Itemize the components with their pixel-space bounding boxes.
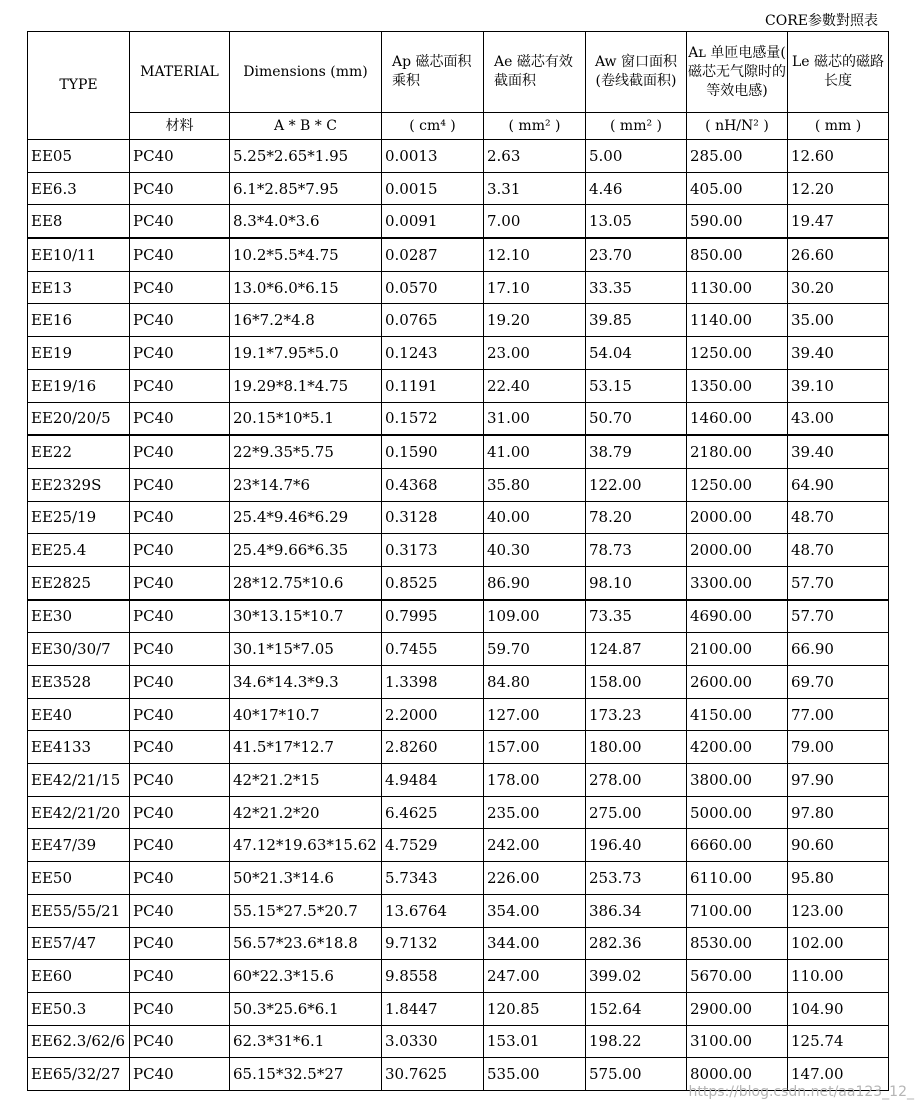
header-aw-unit: ( mm² )	[586, 113, 687, 140]
cell-al: 3300.00	[687, 566, 788, 599]
cell-le: 104.90	[788, 992, 889, 1025]
cell-dimensions: 23*14.7*6	[230, 468, 382, 501]
cell-ae: 40.00	[484, 501, 586, 534]
cell-le: 97.90	[788, 764, 889, 797]
cell-al: 3800.00	[687, 764, 788, 797]
cell-dimensions: 5.25*2.65*1.95	[230, 140, 382, 173]
cell-type: EE65/32/27	[28, 1058, 130, 1091]
cell-aw: 78.20	[586, 501, 687, 534]
cell-material: PC40	[130, 992, 230, 1025]
cell-le: 26.60	[788, 238, 889, 271]
cell-ap: 9.7132	[382, 927, 484, 960]
cell-al: 6660.00	[687, 829, 788, 862]
cell-dimensions: 41.5*17*12.7	[230, 731, 382, 764]
cell-type: EE13	[28, 271, 130, 304]
cell-ap: 0.8525	[382, 566, 484, 599]
cell-le: 12.60	[788, 140, 889, 173]
cell-aw: 98.10	[586, 566, 687, 599]
cell-al: 2900.00	[687, 992, 788, 1025]
header-dimensions: Dimensions (mm)	[230, 32, 382, 113]
cell-ap: 0.3173	[382, 534, 484, 567]
cell-type: EE2825	[28, 566, 130, 599]
table-row	[28, 369, 889, 402]
cell-material: PC40	[130, 172, 230, 205]
cell-aw: 78.73	[586, 534, 687, 567]
cell-type: EE50.3	[28, 992, 130, 1025]
table-row	[28, 960, 889, 993]
cell-material: PC40	[130, 140, 230, 173]
cell-material: PC40	[130, 238, 230, 271]
cell-type: EE25.4	[28, 534, 130, 567]
cell-material: PC40	[130, 600, 230, 633]
cell-aw: 152.64	[586, 992, 687, 1025]
table-row	[28, 534, 889, 567]
cell-material: PC40	[130, 764, 230, 797]
cell-al: 1250.00	[687, 468, 788, 501]
cell-ap: 0.0015	[382, 172, 484, 205]
cell-ae: 178.00	[484, 764, 586, 797]
cell-ap: 0.1191	[382, 369, 484, 402]
cell-ap: 0.1590	[382, 435, 484, 468]
cell-le: 19.47	[788, 205, 889, 238]
cell-al: 5670.00	[687, 960, 788, 993]
cell-type: EE05	[28, 140, 130, 173]
cell-ap: 9.8558	[382, 960, 484, 993]
cell-dimensions: 42*21.2*20	[230, 796, 382, 829]
cell-le: 43.00	[788, 402, 889, 435]
cell-type: EE57/47	[28, 927, 130, 960]
cell-material: PC40	[130, 337, 230, 370]
cell-ap: 4.9484	[382, 764, 484, 797]
cell-le: 97.80	[788, 796, 889, 829]
cell-le: 110.00	[788, 960, 889, 993]
cell-le: 95.80	[788, 862, 889, 895]
cell-ae: 23.00	[484, 337, 586, 370]
table-row	[28, 862, 889, 895]
cell-type: EE62.3/62/6	[28, 1025, 130, 1058]
cell-type: EE10/11	[28, 238, 130, 271]
cell-ap: 6.4625	[382, 796, 484, 829]
cell-al: 1140.00	[687, 304, 788, 337]
cell-al: 1460.00	[687, 402, 788, 435]
table-row	[28, 764, 889, 797]
cell-al: 8530.00	[687, 927, 788, 960]
cell-type: EE47/39	[28, 829, 130, 862]
table-row	[28, 731, 889, 764]
cell-le: 39.10	[788, 369, 889, 402]
cell-material: PC40	[130, 796, 230, 829]
cell-type: EE6.3	[28, 172, 130, 205]
header-aw: Aw 窗口面积(卷线截面积)	[586, 32, 687, 113]
table-row	[28, 304, 889, 337]
header-ap: Ap 磁芯面积乘积	[382, 32, 484, 113]
cell-dimensions: 56.57*23.6*18.8	[230, 927, 382, 960]
cell-ae: 226.00	[484, 862, 586, 895]
cell-le: 147.00	[788, 1058, 889, 1091]
cell-aw: 124.87	[586, 633, 687, 666]
cell-dimensions: 30.1*15*7.05	[230, 633, 382, 666]
cell-al: 8000.00	[687, 1058, 788, 1091]
cell-ae: 86.90	[484, 566, 586, 599]
cell-le: 12.20	[788, 172, 889, 205]
cell-ap: 5.7343	[382, 862, 484, 895]
table-row	[28, 600, 889, 633]
cell-aw: 173.23	[586, 698, 687, 731]
cell-al: 6110.00	[687, 862, 788, 895]
cell-ap: 1.3398	[382, 666, 484, 699]
cell-ae: 7.00	[484, 205, 586, 238]
cell-le: 77.00	[788, 698, 889, 731]
cell-aw: 278.00	[586, 764, 687, 797]
watermark: https://blog.csdn.net/aa123_12_	[688, 1084, 914, 1100]
cell-ae: 235.00	[484, 796, 586, 829]
cell-ap: 0.1572	[382, 402, 484, 435]
cell-type: EE42/21/15	[28, 764, 130, 797]
cell-al: 405.00	[687, 172, 788, 205]
cell-material: PC40	[130, 468, 230, 501]
header-ae: Ae 磁芯有效截面积	[484, 32, 586, 113]
header-le: Le 磁芯的磁路长度	[788, 32, 889, 113]
cell-ae: 19.20	[484, 304, 586, 337]
table-row	[28, 435, 889, 468]
cell-aw: 4.46	[586, 172, 687, 205]
table-row	[28, 172, 889, 205]
cell-al: 1130.00	[687, 271, 788, 304]
cell-dimensions: 40*17*10.7	[230, 698, 382, 731]
table-row	[28, 666, 889, 699]
cell-ae: 242.00	[484, 829, 586, 862]
cell-al: 4150.00	[687, 698, 788, 731]
cell-material: PC40	[130, 402, 230, 435]
table-row	[28, 501, 889, 534]
cell-ap: 0.0287	[382, 238, 484, 271]
cell-aw: 50.70	[586, 402, 687, 435]
cell-dimensions: 50*21.3*14.6	[230, 862, 382, 895]
header-material-cn: 材料	[130, 113, 230, 140]
cell-type: EE8	[28, 205, 130, 238]
cell-ae: 109.00	[484, 600, 586, 633]
table-row	[28, 337, 889, 370]
cell-le: 79.00	[788, 731, 889, 764]
cell-ap: 0.0013	[382, 140, 484, 173]
cell-aw: 575.00	[586, 1058, 687, 1091]
header-material: MATERIAL	[130, 32, 230, 113]
table-row	[28, 566, 889, 599]
page-title: CORE参數對照表	[765, 13, 878, 29]
cell-type: EE3528	[28, 666, 130, 699]
cell-dimensions: 20.15*10*5.1	[230, 402, 382, 435]
cell-al: 285.00	[687, 140, 788, 173]
cell-ae: 120.85	[484, 992, 586, 1025]
table-row	[28, 796, 889, 829]
cell-ae: 31.00	[484, 402, 586, 435]
cell-dimensions: 19.29*8.1*4.75	[230, 369, 382, 402]
cell-type: EE55/55/21	[28, 894, 130, 927]
cell-ae: 344.00	[484, 927, 586, 960]
cell-material: PC40	[130, 666, 230, 699]
cell-material: PC40	[130, 698, 230, 731]
cell-dimensions: 42*21.2*15	[230, 764, 382, 797]
cell-type: EE25/19	[28, 501, 130, 534]
cell-aw: 53.15	[586, 369, 687, 402]
cell-ae: 40.30	[484, 534, 586, 567]
cell-ae: 3.31	[484, 172, 586, 205]
cell-type: EE20/20/5	[28, 402, 130, 435]
cell-dimensions: 55.15*27.5*20.7	[230, 894, 382, 927]
cell-le: 57.70	[788, 566, 889, 599]
cell-al: 2000.00	[687, 501, 788, 534]
header-al-unit: ( nH/N² )	[687, 113, 788, 140]
cell-le: 48.70	[788, 534, 889, 567]
cell-le: 125.74	[788, 1025, 889, 1058]
cell-ae: 535.00	[484, 1058, 586, 1091]
table-row	[28, 927, 889, 960]
cell-type: EE22	[28, 435, 130, 468]
cell-aw: 54.04	[586, 337, 687, 370]
cell-aw: 399.02	[586, 960, 687, 993]
cell-ae: 22.40	[484, 369, 586, 402]
cell-aw: 23.70	[586, 238, 687, 271]
cell-ap: 0.7995	[382, 600, 484, 633]
cell-le: 102.00	[788, 927, 889, 960]
cell-dimensions: 62.3*31*6.1	[230, 1025, 382, 1058]
header-ae-unit: ( mm² )	[484, 113, 586, 140]
cell-le: 57.70	[788, 600, 889, 633]
table-row	[28, 633, 889, 666]
header-al: Aʟ 单匝电感量( 磁芯无气隙时的等效电感)	[687, 32, 788, 113]
cell-le: 39.40	[788, 337, 889, 370]
header-ap-unit: ( cm⁴ )	[382, 113, 484, 140]
cell-type: EE40	[28, 698, 130, 731]
cell-al: 2600.00	[687, 666, 788, 699]
table-row	[28, 271, 889, 304]
cell-le: 35.00	[788, 304, 889, 337]
cell-ap: 0.0570	[382, 271, 484, 304]
cell-al: 590.00	[687, 205, 788, 238]
header-le-unit: ( mm )	[788, 113, 889, 140]
cell-material: PC40	[130, 435, 230, 468]
cell-type: EE50	[28, 862, 130, 895]
cell-dimensions: 25.4*9.66*6.35	[230, 534, 382, 567]
cell-aw: 275.00	[586, 796, 687, 829]
cell-material: PC40	[130, 271, 230, 304]
cell-aw: 39.85	[586, 304, 687, 337]
cell-le: 30.20	[788, 271, 889, 304]
cell-ae: 127.00	[484, 698, 586, 731]
cell-material: PC40	[130, 501, 230, 534]
cell-le: 69.70	[788, 666, 889, 699]
cell-aw: 196.40	[586, 829, 687, 862]
cell-aw: 253.73	[586, 862, 687, 895]
cell-ap: 3.0330	[382, 1025, 484, 1058]
cell-dimensions: 65.15*32.5*27	[230, 1058, 382, 1091]
cell-material: PC40	[130, 731, 230, 764]
cell-al: 2000.00	[687, 534, 788, 567]
cell-ap: 30.7625	[382, 1058, 484, 1091]
cell-al: 2100.00	[687, 633, 788, 666]
cell-aw: 38.79	[586, 435, 687, 468]
cell-ae: 84.80	[484, 666, 586, 699]
cell-al: 1250.00	[687, 337, 788, 370]
cell-ae: 41.00	[484, 435, 586, 468]
table-row	[28, 894, 889, 927]
cell-material: PC40	[130, 894, 230, 927]
table-row	[28, 992, 889, 1025]
cell-dimensions: 6.1*2.85*7.95	[230, 172, 382, 205]
cell-aw: 33.35	[586, 271, 687, 304]
cell-ae: 35.80	[484, 468, 586, 501]
cell-al: 7100.00	[687, 894, 788, 927]
cell-dimensions: 13.0*6.0*6.15	[230, 271, 382, 304]
cell-al: 2180.00	[687, 435, 788, 468]
cell-ap: 0.3128	[382, 501, 484, 534]
cell-material: PC40	[130, 369, 230, 402]
cell-al: 1350.00	[687, 369, 788, 402]
header-dimensions-sub: A * B * C	[230, 113, 382, 140]
table-row	[28, 698, 889, 731]
cell-ap: 0.4368	[382, 468, 484, 501]
cell-dimensions: 25.4*9.46*6.29	[230, 501, 382, 534]
cell-material: PC40	[130, 566, 230, 599]
cell-al: 3100.00	[687, 1025, 788, 1058]
core-parameter-table	[27, 31, 889, 1091]
cell-ae: 12.10	[484, 238, 586, 271]
cell-material: PC40	[130, 960, 230, 993]
cell-ae: 354.00	[484, 894, 586, 927]
cell-type: EE42/21/20	[28, 796, 130, 829]
cell-le: 90.60	[788, 829, 889, 862]
cell-le: 39.40	[788, 435, 889, 468]
cell-aw: 386.34	[586, 894, 687, 927]
cell-ae: 2.63	[484, 140, 586, 173]
table-row	[28, 238, 889, 271]
cell-type: EE16	[28, 304, 130, 337]
cell-type: EE19	[28, 337, 130, 370]
cell-type: EE19/16	[28, 369, 130, 402]
cell-dimensions: 34.6*14.3*9.3	[230, 666, 382, 699]
cell-material: PC40	[130, 534, 230, 567]
cell-aw: 198.22	[586, 1025, 687, 1058]
cell-material: PC40	[130, 633, 230, 666]
cell-material: PC40	[130, 1025, 230, 1058]
cell-ap: 13.6764	[382, 894, 484, 927]
table-row	[28, 829, 889, 862]
cell-material: PC40	[130, 862, 230, 895]
cell-ae: 153.01	[484, 1025, 586, 1058]
cell-aw: 282.36	[586, 927, 687, 960]
cell-type: EE30/30/7	[28, 633, 130, 666]
cell-ap: 4.7529	[382, 829, 484, 862]
table-row	[28, 1025, 889, 1058]
cell-material: PC40	[130, 304, 230, 337]
cell-al: 5000.00	[687, 796, 788, 829]
cell-dimensions: 8.3*4.0*3.6	[230, 205, 382, 238]
cell-aw: 158.00	[586, 666, 687, 699]
cell-aw: 5.00	[586, 140, 687, 173]
cell-le: 123.00	[788, 894, 889, 927]
table-row	[28, 468, 889, 501]
cell-ae: 59.70	[484, 633, 586, 666]
cell-ap: 2.8260	[382, 731, 484, 764]
table-row	[28, 402, 889, 435]
cell-ap: 0.0091	[382, 205, 484, 238]
cell-dimensions: 10.2*5.5*4.75	[230, 238, 382, 271]
cell-dimensions: 22*9.35*5.75	[230, 435, 382, 468]
cell-material: PC40	[130, 1058, 230, 1091]
cell-ae: 17.10	[484, 271, 586, 304]
cell-type: EE30	[28, 600, 130, 633]
table-row	[28, 140, 889, 173]
cell-le: 66.90	[788, 633, 889, 666]
cell-type: EE2329S	[28, 468, 130, 501]
header-type: TYPE	[28, 32, 130, 140]
cell-dimensions: 60*22.3*15.6	[230, 960, 382, 993]
cell-al: 4200.00	[687, 731, 788, 764]
cell-aw: 13.05	[586, 205, 687, 238]
cell-dimensions: 30*13.15*10.7	[230, 600, 382, 633]
cell-material: PC40	[130, 927, 230, 960]
cell-dimensions: 28*12.75*10.6	[230, 566, 382, 599]
cell-al: 4690.00	[687, 600, 788, 633]
cell-ap: 0.7455	[382, 633, 484, 666]
cell-material: PC40	[130, 205, 230, 238]
cell-ap: 0.0765	[382, 304, 484, 337]
cell-dimensions: 50.3*25.6*6.1	[230, 992, 382, 1025]
cell-al: 850.00	[687, 238, 788, 271]
cell-aw: 180.00	[586, 731, 687, 764]
cell-type: EE4133	[28, 731, 130, 764]
cell-aw: 73.35	[586, 600, 687, 633]
cell-le: 64.90	[788, 468, 889, 501]
cell-dimensions: 19.1*7.95*5.0	[230, 337, 382, 370]
cell-ap: 2.2000	[382, 698, 484, 731]
cell-ae: 247.00	[484, 960, 586, 993]
cell-ap: 0.1243	[382, 337, 484, 370]
cell-type: EE60	[28, 960, 130, 993]
cell-ap: 1.8447	[382, 992, 484, 1025]
cell-material: PC40	[130, 829, 230, 862]
cell-ae: 157.00	[484, 731, 586, 764]
cell-le: 48.70	[788, 501, 889, 534]
table-row	[28, 205, 889, 238]
table-body	[28, 140, 889, 1091]
cell-dimensions: 16*7.2*4.8	[230, 304, 382, 337]
cell-dimensions: 47.12*19.63*15.62	[230, 829, 382, 862]
cell-aw: 122.00	[586, 468, 687, 501]
